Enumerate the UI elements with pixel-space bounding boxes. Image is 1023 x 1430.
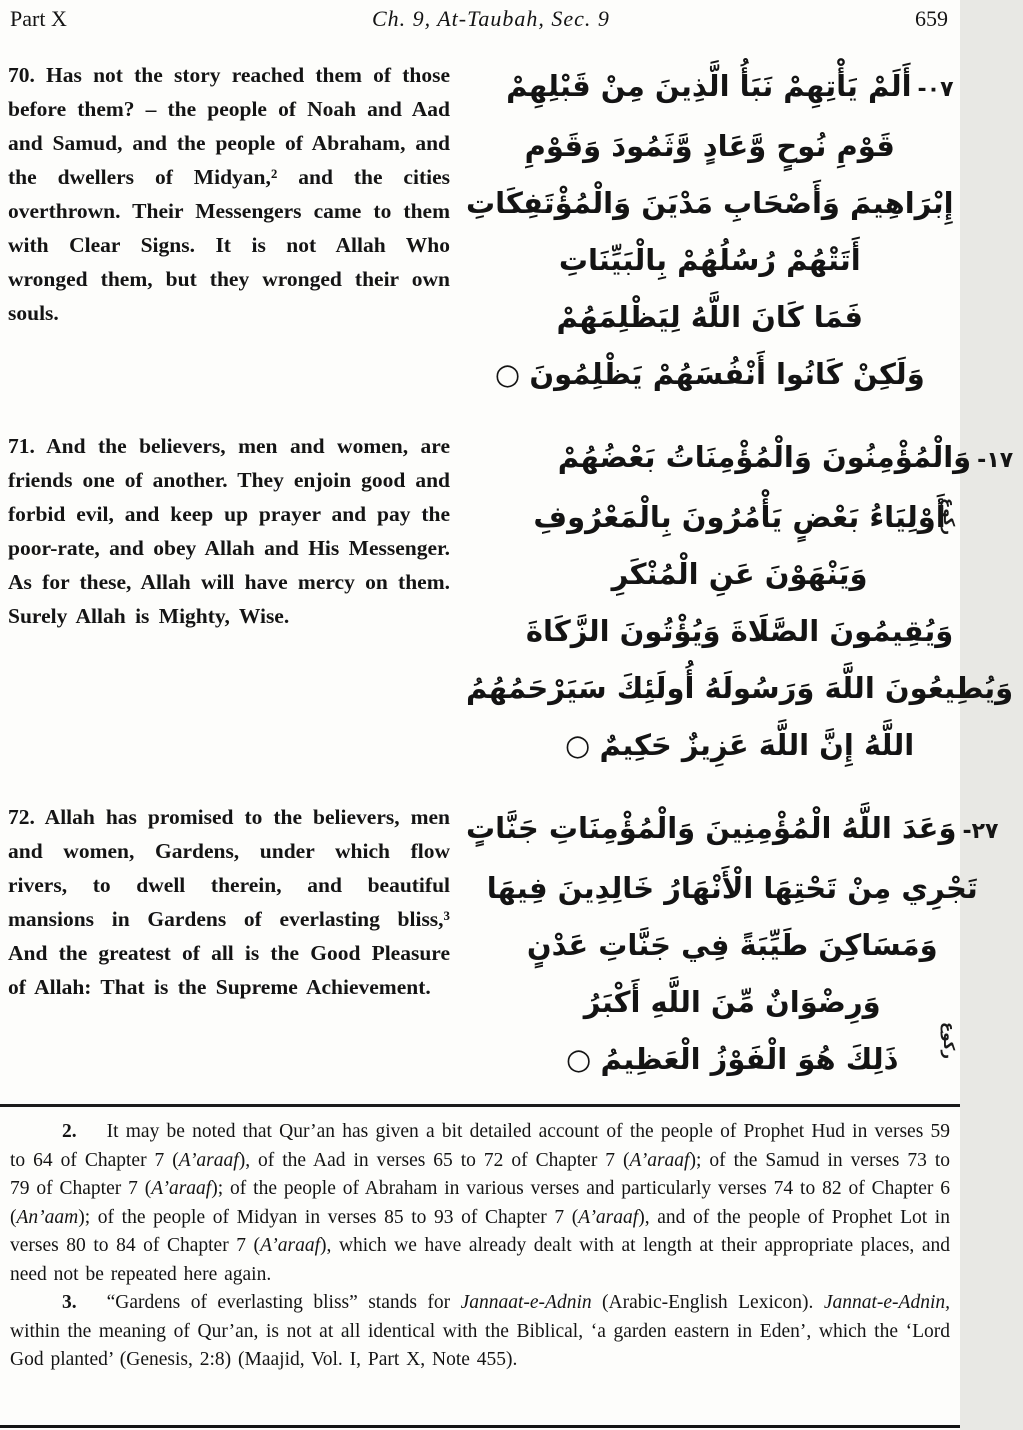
verse-number-marker: -٢٧ — [962, 819, 999, 844]
page-header — [0, 0, 960, 32]
arabic-line: وَلَكِنْ كَانُوا أَنْفُسَهُمْ يَظْلِمُونَ ○ — [494, 357, 925, 391]
page-number: 659 — [914, 6, 948, 31]
footnote-text: ), which we have already dealt with at length at their appropriate places, and need not be repeated here again. — [10, 1235, 950, 1285]
footnote-italic-text: A’araaf — [629, 1149, 690, 1171]
arabic-line: وَمَسَاكِنَ طَيِّبَةً فِي جَنَّاتِ عَدْنٍ — [526, 928, 938, 962]
verse-70-english: 70. Has not the story reached them of those before them? – the people of Noah and Aad and Samud, and the people of Abraham, and the dwellers of Midyan,² and the cities overthrown. Their Messengers came to them with Clear Signs. It is not Allah Who wronged them, but they wronged their own souls. — [8, 63, 450, 325]
chapter-title: Ch. 9, At-Taubah, Sec. 9 — [371, 6, 610, 31]
margin-ruku-marker: ركوع — [940, 1022, 958, 1060]
arabic-line: وَيُقِيمُونَ الصَّلَاةَ وَيُؤْتُونَ الزَّكَاةَ — [525, 614, 954, 648]
arabic-line: قَوْمِ نُوحٍ وَّعَادٍ وَّثَمُودَ وَقَوْمِ — [524, 129, 895, 163]
footnote-italic-text: A’araaf — [578, 1206, 639, 1228]
footnote-text: ), of the Aad in verses 65 to 72 of Chapter 7 ( — [238, 1149, 630, 1171]
footnote-text: “Gardens of everlasting bliss” stands for — [106, 1292, 461, 1313]
verse-70-arabic — [466, 58, 954, 403]
page-bottom-edge — [0, 1425, 960, 1428]
verses-area — [0, 32, 1014, 1088]
verse-row-72 — [8, 800, 999, 1088]
footnote-text: ); of the people of Abraham in various verses and particularly verses 74 to 82 of Chapter 6 ( — [10, 1178, 950, 1228]
footnote-number: 2. — [62, 1121, 77, 1142]
verse-number-marker: -٠٧ — [917, 77, 954, 102]
verse-row-70 — [8, 58, 954, 403]
verse-71-arabic — [466, 429, 1013, 774]
arabic-line: ذَلِكَ هُوَ الْفَوْزُ الْعَظِيمُ ○ — [565, 1042, 899, 1076]
arabic-line: إِبْرَاهِيمَ وَأَصْحَابِ مَدْيَنَ وَالْمُؤْتَفِكَاتِ — [466, 186, 954, 220]
arabic-line: وَيَنْهَوْنَ عَنِ الْمُنْكَرِ — [611, 557, 868, 591]
footnote-italic-text: A’araaf — [260, 1235, 321, 1256]
footnote-italic-text: An’aam — [16, 1206, 79, 1228]
end-of-verse-mark: ○ — [564, 728, 600, 762]
arabic-column — [450, 429, 1023, 774]
arabic-line: تَجْرِي مِنْ تَحْتِهَا الْأَنْهَارُ خَالِدِينَ فِيهَا — [486, 871, 978, 905]
arabic-line: أَوْلِيَاءُ بَعْضٍ يَأْمُرُونَ بِالْمَعْرُوفِ — [533, 500, 946, 534]
english-column — [8, 429, 450, 774]
footnote-3 — [10, 1289, 950, 1375]
footnote-separator-rule — [0, 1104, 960, 1107]
verse-number-marker: -١٧ — [977, 448, 1014, 473]
verse-row-71 — [8, 429, 1014, 774]
english-column — [8, 800, 450, 1088]
end-of-verse-mark: ○ — [494, 357, 530, 391]
footnote-italic-text: Jannaat-e-Adnin — [460, 1292, 592, 1313]
footnote-text: ); of the Samud in verses 73 to 79 of Chapter 7 ( — [10, 1149, 950, 1199]
footnote-text: within the meaning of Qur’an, is not at all identical with the Biblical, ‘a garden eastern in Eden’, which the ‘Lord God planted’ (Genesis, 2:8) (Maajid, Vol. I, Part X, Note 455). — [10, 1320, 950, 1370]
footnote-text: (Arabic-English Lexicon). — [591, 1292, 824, 1313]
footnote-italic-text: A’araaf — [151, 1178, 212, 1199]
arabic-line: اللَّهُ إِنَّ اللَّهَ عَزِيزٌ حَكِيمٌ ○ — [564, 728, 915, 762]
arabic-line: وَيُطِيعُونَ اللَّهَ وَرَسُولَهُ أُولَئِكَ سَيَرْحَمُهُمُ — [466, 671, 1014, 705]
footnote-italic-text: Jannat-e-Adnin, — [823, 1292, 950, 1313]
arabic-line: -٠٧أَلَمْ يَأْتِهِمْ نَبَأُ الَّذِينَ مِنْ قَبْلِهِمْ — [506, 69, 954, 103]
arabic-line: وَرِضْوَانٌ مِّنَ اللَّهِ أَكْبَرُ — [583, 985, 881, 1019]
english-column — [8, 58, 450, 403]
arabic-line: أَتَتْهُمْ رُسُلُهُمْ بِالْبَيِّنَاتِ — [558, 243, 861, 277]
footnote-italic-text: A’araaf — [178, 1149, 239, 1171]
verse-71-english: 71. And the believers, men and women, are friends one of another. They enjoin good and forbid evil, and keep up prayer and pay the poor-rate, and obey Allah and His Messenger. As for these, Allah will have mercy on them. Surely Allah is Mighty, Wise. — [8, 434, 450, 628]
arabic-line: فَمَا كَانَ اللَّهُ لِيَظْلِمَهُمْ — [556, 300, 864, 334]
footnote-text: ); of the people of Midyan in verses 85 to 93 of Chapter 7 ( — [78, 1206, 579, 1228]
footnote-2 — [10, 1118, 950, 1289]
arabic-line: -٢٧وَعَدَ اللَّهُ الْمُؤْمِنِينَ وَالْمُؤْمِنَاتِ جَنَّاتٍ — [466, 811, 999, 845]
arabic-column — [450, 58, 964, 403]
footnote-text: It may be noted that Qur’an has given a bit detailed account of the people of Prophet Hud in verses 59 to 64 of Chapter 7 ( — [10, 1121, 950, 1171]
margin-ruku-marker: ركوع — [940, 498, 958, 536]
footnote-number: 3. — [62, 1292, 77, 1313]
footnote-text: ), and of the people of Prophet Lot in verses 80 to 84 of Chapter 7 ( — [10, 1206, 950, 1256]
arabic-line: -١٧وَالْمُؤْمِنُونَ وَالْمُؤْمِنَاتُ بَعْضُهُمْ — [557, 440, 1014, 474]
part-label: Part X — [10, 6, 67, 31]
end-of-verse-mark: ○ — [565, 1042, 601, 1076]
verse-72-arabic — [466, 800, 998, 1088]
arabic-column — [450, 800, 1008, 1088]
footnotes — [10, 1118, 950, 1375]
verse-72-english: 72. Allah has promised to the believers, men and women, Gardens, under which flow rivers, to dwell therein, and beautiful mansions in Gardens of everlasting bliss,³ And the greatest of all is the Good Pleasure of Allah: That is the Supreme Achievement. — [8, 805, 450, 999]
